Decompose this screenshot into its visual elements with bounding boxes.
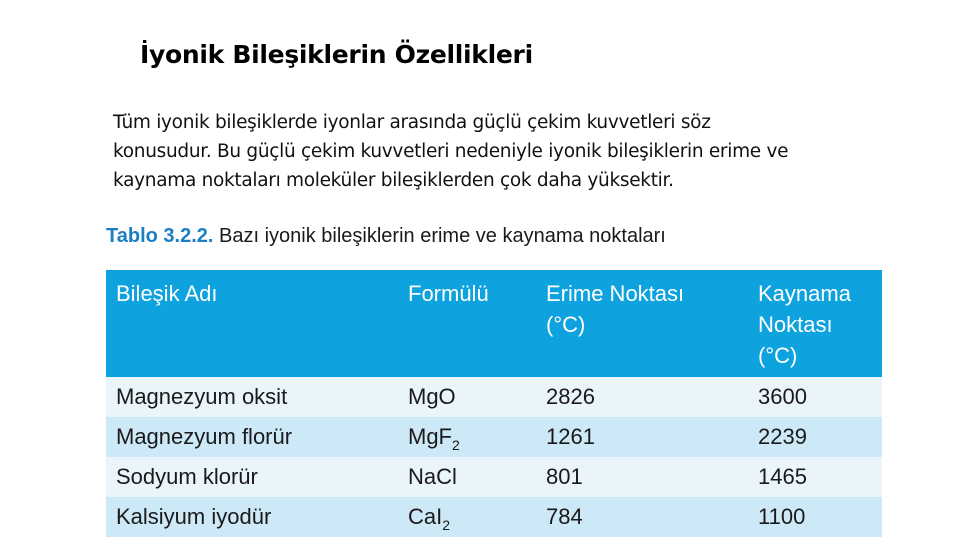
formula-text: NaCl (408, 464, 457, 489)
formula-subscript: 2 (442, 517, 451, 533)
formula-text: MgF (408, 424, 452, 449)
cell-compound-name: Kalsiyum iyodür (106, 497, 398, 537)
header-boiling-point (748, 270, 882, 377)
header-boiling-line2: Noktası (°C) (758, 312, 833, 368)
cell-melting-point: 1261 (536, 417, 748, 457)
cell-melting-point: 784 (536, 497, 748, 537)
cell-melting-point: 2826 (536, 377, 748, 417)
body-paragraph (113, 108, 873, 195)
cell-formula (398, 417, 536, 457)
cell-compound-name: Magnezyum oksit (106, 377, 398, 417)
header-melting-line1: Erime Noktası (546, 281, 685, 306)
table-caption-label: Tablo 3.2.2. (106, 225, 214, 247)
header-melting-point (536, 270, 748, 377)
header-boiling-line1: Kaynama (758, 281, 851, 306)
formula-subscript: 2 (452, 437, 460, 453)
formula-text: CaI (408, 504, 443, 529)
cell-boiling-point: 1100 (748, 497, 882, 537)
table-caption (106, 225, 666, 248)
cell-formula (398, 377, 536, 417)
cell-compound-name: Sodyum klorür (106, 457, 398, 497)
cell-melting-point: 801 (536, 457, 748, 497)
header-compound-name: Bileşik Adı (106, 270, 398, 377)
melting-boiling-table (106, 270, 882, 537)
cell-boiling-point: 1465 (748, 457, 882, 497)
cell-compound-name: Magnezyum florür (106, 417, 398, 457)
cell-formula (398, 457, 536, 497)
table-row (106, 457, 882, 497)
table-row (106, 497, 882, 537)
slide-title: İyonik Bileşiklerin Özellikleri (140, 40, 533, 69)
paragraph-line: Tüm iyonik bileşiklerde iyonlar arasında güçlü çekim kuvvetleri söz (113, 112, 711, 133)
table-caption-text: Bazı iyonik bileşiklerin erime ve kaynama noktaları (213, 225, 666, 247)
table-row (106, 377, 882, 417)
table-header-row (106, 270, 882, 377)
paragraph-line: konusudur. Bu güçlü çekim kuvvetleri nedeniyle iyonik bileşiklerin erime ve (113, 141, 789, 162)
header-formula: Formülü (398, 270, 536, 377)
header-melting-line2: (°C) (546, 312, 586, 337)
cell-boiling-point: 3600 (748, 377, 882, 417)
paragraph-line: kaynama noktaları moleküler bileşiklerden çok daha yüksektir. (113, 170, 674, 191)
cell-boiling-point: 2239 (748, 417, 882, 457)
formula-text: MgO (408, 384, 456, 409)
table-row (106, 417, 882, 457)
cell-formula (398, 497, 536, 537)
